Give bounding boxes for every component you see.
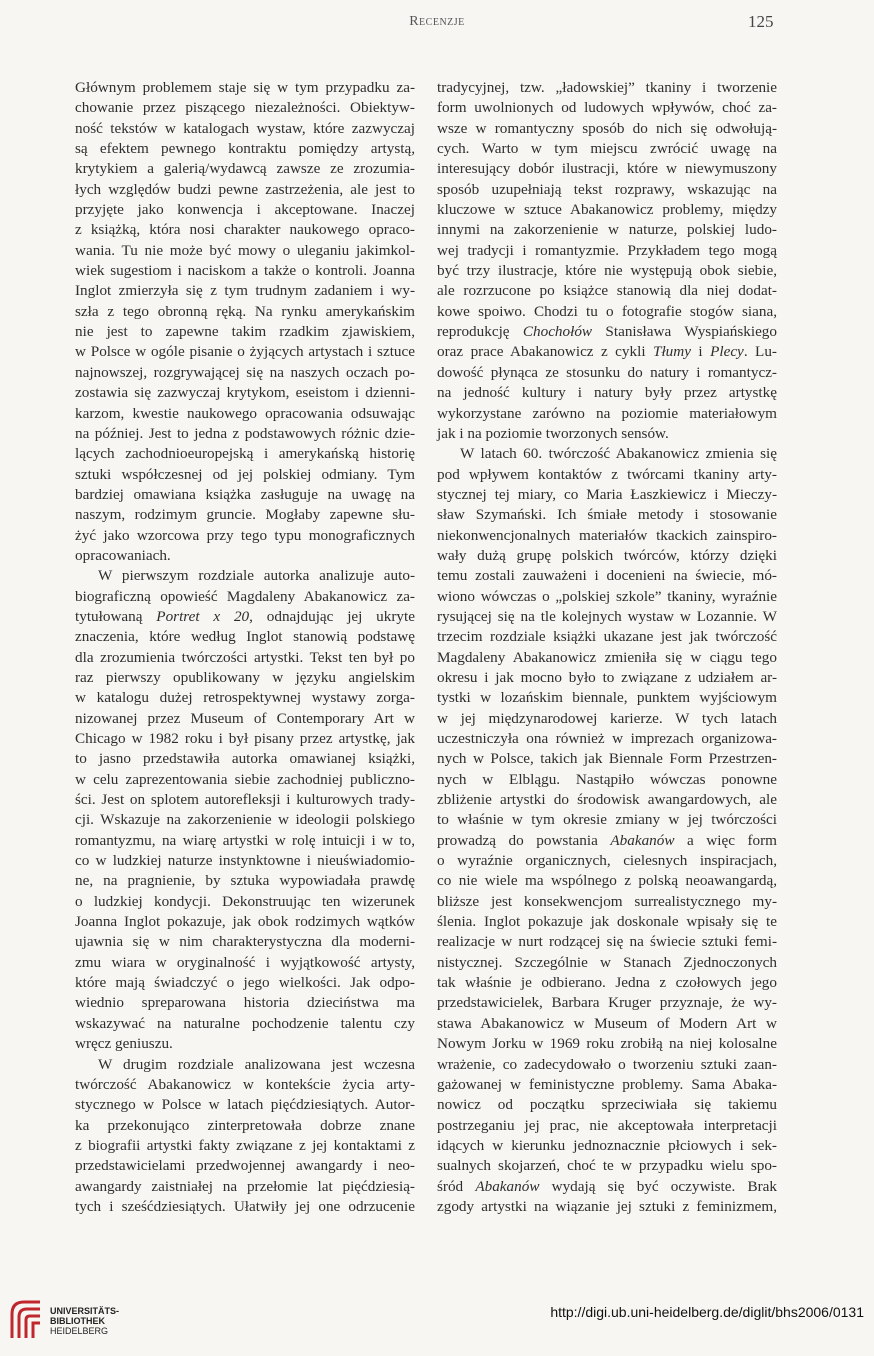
- text-line: prowadzą do powstania Abakanów a więc form: [437, 831, 777, 849]
- text-line: wsze w romantyczny sposób do nich się odwołują-: [437, 119, 777, 137]
- source-url-link[interactable]: http://digi.ub.uni-heidelberg.de/diglit/bhs2006/0131: [550, 1304, 864, 1320]
- text-line: bliższe jest konsekwencjom surrealistycznego my-: [437, 892, 777, 910]
- text-line: W pierwszym rozdziale autorka analizuje auto-: [98, 567, 415, 585]
- text-line: reprodukcję Chochołów Stanisława Wyspiańskiego: [437, 323, 777, 341]
- text-line: uczestniczyła ona również w imprezach organizowa-: [437, 730, 777, 747]
- text-line: raz pierwszy opublikowany w języku angielskim: [75, 668, 415, 686]
- text-line: zbliżenie artystki do środowisk awangardowych, ale: [437, 791, 777, 809]
- text-line: stycznej tej miary, co Maria Łaszkiewicz i Mieczy-: [437, 485, 777, 503]
- text-line: wrażenie, co zadecydowało o tworzeniu sztuki zaan-: [437, 1055, 777, 1073]
- text-line: wania. Tu nie może być mowy o uleganiu jakimkol-: [75, 241, 415, 259]
- text-line: ność tekstów w katalogach wystaw, które zazwyczaj: [75, 119, 415, 137]
- text-line: dla zrozumienia twórczości artystki. Tekst ten był po: [75, 648, 415, 666]
- page-number: 125: [748, 12, 774, 31]
- text-line: łych względów budzi pewne zastrzeżenia, ale jest to: [75, 180, 415, 198]
- text-line: sław Szymański. Ich śmiałe metody i stosowanie: [437, 506, 777, 524]
- text-line: nych w Elblągu. Nastąpiło wówczas ponowne: [437, 770, 777, 788]
- library-logo-text: [50, 1306, 119, 1336]
- text-line: interesujący dobór ilustracji, które w niewymuszony: [437, 160, 777, 178]
- text-line: w Polsce w ogóle pisanie o żyjących artystach i sztuce: [75, 343, 415, 361]
- text-line: nistycznej. Szczególnie w Stanach Zjednoczonych: [437, 953, 777, 971]
- text-line: o ludzkiej kondycji. Dekonstruując ten wizerunek: [75, 892, 415, 910]
- text-line: opracowaniach.: [75, 546, 171, 564]
- text-line: W latach 60. twórczość Abakanowicz zmienia się: [460, 445, 777, 463]
- text-line: w katalogu dużej retrospektywnej wystawy zorga-: [75, 689, 415, 707]
- text-line: krytykiem a galerią/wydawcą zawsze ze zrozumia-: [75, 160, 415, 178]
- text-line: w jej międzynarodowej karierze. W tych latach: [437, 709, 777, 727]
- text-line: cji. Wskazuje na zakorzenienie w ideologii polskiego: [75, 811, 415, 829]
- text-line: oraz prace Abakanowicz z cykli Tłumy i Plecy. Lu-: [437, 343, 777, 361]
- digitization-footer: [0, 1290, 874, 1356]
- text-line: naszym, rodzimym gruncie. Mogłaby zapewne słu-: [75, 506, 415, 524]
- text-line: wskazywać na naturalne pochodzenie talentu czy: [75, 1014, 415, 1032]
- text-line: najnowszej, rozgrywającej się na naszych oczach po-: [75, 363, 415, 381]
- text-line: to właśnie w tym okresie zmiany w jej twórczości: [437, 811, 777, 829]
- text-line: być trzy ilustracje, które nie występują obok siebie,: [437, 262, 777, 280]
- text-line: sposób uzupełniają tekst rozprawy, wskazując na: [437, 180, 777, 198]
- text-line: stycznego w Polsce w latach pięćdziesiątych. Autor-: [75, 1096, 415, 1114]
- logo-line-3: HEIDELBERG: [50, 1326, 109, 1336]
- text-line: Nowym Jorku w 1969 roku zrobiłą na niej kolosalne: [437, 1035, 777, 1053]
- text-line: o wyraźnie organicznych, cielesnych inspiracjach,: [437, 852, 777, 870]
- text-line: wały dużą grupę polskich twórców, którzy dzięki: [437, 546, 777, 564]
- text-line: wiek sugestiom i naciskom a także o kontroli. Joanna: [75, 262, 415, 280]
- text-line: śród Abakanów wydają się być oczywiste. Brak: [437, 1177, 778, 1195]
- logo-line-1: UNIVERSITÄTS-: [50, 1306, 120, 1316]
- text-line: z książką, która nosi charakter naukowego opraco-: [75, 221, 415, 239]
- text-line: tystki w lozańskim biennale, punktem wyjściowym: [437, 689, 777, 707]
- text-line: w celu zaprezentowania siebie zachodniej publiczno-: [75, 770, 415, 788]
- text-line: lących zachodnioeuropejską i amerykańską historię: [75, 445, 415, 463]
- text-line: Inglot zmierzyła się z tym trudnym zadaniem i wy-: [75, 282, 415, 300]
- text-line: niekonwencjonalnych materiałów tkackich zainspiro-: [437, 526, 777, 544]
- text-line: zmu wiara w oryginalność i wyjątkowość artysty,: [75, 953, 415, 971]
- text-line: chowanie przez piszącego niezależności. Obiektyw-: [75, 99, 415, 117]
- text-line: kowe spoiwo. Chodzi tu o fotografie stogów siana,: [437, 302, 777, 320]
- text-line: ale rozrzucone po książce stanowią dla niej dodat-: [437, 282, 777, 300]
- text-line: zostawia się zazwyczaj krytykom, eseistom i dzienni-: [75, 384, 415, 402]
- text-line: na jedność kultury i natury były przez artystkę: [437, 384, 777, 402]
- text-line: ujawnia się w nim charakterystyczna dla moderni-: [75, 933, 415, 951]
- text-line: postrzeganiu jej prac, nie akceptowała interpretacji: [437, 1116, 777, 1134]
- text-line: nych w Polsce, takich jak Biennale Form Przestrzen-: [437, 750, 777, 768]
- text-line: tytułowaną Portret x 20, odnajdując jej ukryte: [75, 607, 415, 625]
- text-line: przyjęte jako konwencja i akceptowane. Inaczej: [75, 201, 415, 219]
- text-line: Joanna Inglot pokazuje, jak obok rodzimych wątków: [75, 913, 415, 931]
- text-line: Chicago w 1982 roku i był pisany przez artystkę, jak: [75, 730, 415, 747]
- text-line: W drugim rozdziale analizowana jest wczesna: [98, 1055, 415, 1073]
- text-line: żyć jako wzorcowa przy tego typu monograficznych: [75, 526, 415, 544]
- left-text-column: [75, 78, 415, 1217]
- logo-line-2: BIBLIOTHEK: [50, 1316, 105, 1326]
- text-line: idących w kierunku jednoznacznie płciowych i sek-: [437, 1136, 777, 1154]
- text-line: co nie wiele ma wspólnego z polską neoawangardą,: [437, 872, 777, 890]
- text-line: co w ludzkiej naturze instynktowne i nieuświadomio-: [75, 852, 415, 870]
- text-line: rysującej się na tle kolejnych wystaw w Lozannie. W: [437, 607, 777, 625]
- text-line: szła z tego obronną ręką. Na rynku amerykańskim: [75, 302, 415, 320]
- text-line: ślenia. Inglot pokazuje jak doskonale wpisały się te: [437, 913, 777, 931]
- text-line: zgody artystki na wiązanie jej sztuki z feminizmem,: [437, 1197, 777, 1215]
- text-line: jak i na poziomie tworzonych sensów.: [437, 424, 669, 442]
- right-text-column: [437, 78, 777, 1217]
- text-line: są efektem pewnego kontraktu pomiędzy artystą,: [75, 140, 415, 158]
- text-line: tradycyjnej, tzw. „ładowskiej” tkaniny i tworzenie: [437, 79, 777, 96]
- text-line: awangardy zaistniałej na przełomie lat pięćdziesią-: [75, 1177, 415, 1195]
- text-line: form uwolnionych od ludowych wpływów, choć za-: [437, 99, 777, 117]
- text-line: cych. Warto w tym miejscu zwrócić uwagę na: [437, 140, 777, 158]
- text-line: okresu i jak mocno było to związane z udziałem ar-: [437, 668, 777, 686]
- text-line: realizacje w nurt rodzącej się na świecie sztuki femi-: [437, 933, 777, 951]
- text-line: dowość płynąca ze stosunku do natury i romantycz-: [437, 363, 777, 381]
- text-line: stawa Abakanowicz w Museum of Modern Art w: [437, 1014, 777, 1032]
- text-line: wiono wówczas o „polskiej szkole” tkaniny, wyraźnie: [437, 587, 777, 605]
- text-line: nowicz od początku sprzeciwiała się takiemu: [437, 1096, 777, 1114]
- text-line: tak właśnie je odbierano. Jedna z czołowych jego: [437, 974, 777, 992]
- library-logo-icon: [10, 1300, 46, 1340]
- text-line: przedstawicielek, Barbara Kruger przyznaje, że wy-: [437, 994, 777, 1012]
- text-line: wej tradycji i romantyzmie. Przykładem tego mogą: [437, 241, 777, 259]
- text-line: tych i sześćdziesiątych. Ułatwiły jej one odrzucenie: [75, 1197, 415, 1215]
- text-line: znaczenia, które według Inglot stanowią podstawę: [75, 628, 415, 646]
- text-line: twórczość Abakanowicz w kontekście życia arty-: [75, 1075, 415, 1093]
- text-line: karzom, kwestie naukowego opracowania odsuwając: [75, 404, 415, 422]
- text-line: temu zostali zauważeni i docenieni na świecie, mó-: [437, 567, 777, 585]
- text-line: wykorzystane zarówno na poziomie materiałowym: [437, 404, 777, 422]
- text-line: ne, na pragnienie, by sztuka wypowiadała prawdę: [75, 872, 415, 890]
- text-line: ści. Jest on splotem autorefleksji i kulturowych trady-: [75, 791, 415, 809]
- text-line: Głównym problemem staje się w tym przypadku za-: [75, 79, 415, 96]
- text-line: Magdaleny Abakanowicz zmieniła się w ciągu tego: [437, 648, 777, 666]
- text-line: biograficzną opowieść Magdaleny Abakanowicz za-: [75, 587, 415, 605]
- text-line: innymi na zakorzenienie w naturze, polskiej ludo-: [437, 221, 777, 239]
- text-line: wiednio spreparowana historia dzieciństwa ma: [75, 994, 415, 1012]
- text-line: gażowanej w feministyczne problemy. Sama Abaka-: [437, 1075, 777, 1093]
- text-line: to jasno przedstawiła autorka omawianej książki,: [75, 750, 415, 768]
- text-line: przedstawicielami przedwojennej awangardy i neo-: [75, 1157, 415, 1175]
- text-line: sualnych skojarzeń, choć te w przypadku wielu spo-: [437, 1157, 777, 1175]
- text-line: sztuki współczesnej od jej polskiej odmiany. Tym: [75, 465, 415, 483]
- running-header: Recenzje: [409, 14, 465, 29]
- text-line: romantyzmu, na wiarę artystki w rolę intuicji i w to,: [75, 831, 415, 849]
- text-line: na później. Jest to jedna z podstawowych różnic dzie-: [75, 424, 415, 442]
- text-line: pod wpływem kontaktów z twórcami tkaniny arty-: [437, 465, 777, 483]
- text-line: które mają świadczyć o jego wielkości. Jak odpo-: [75, 974, 415, 992]
- text-line: z biografii artystki fakty związane z jej kontaktami z: [75, 1136, 415, 1154]
- text-line: trzecim rozdziale książki ukazane jest jak twórczość: [437, 628, 777, 646]
- text-line: kluczowe w sztuce Abakanowicz problemy, między: [437, 201, 777, 219]
- text-line: bardziej omawiana książka zasługuje na uwagę na: [75, 485, 415, 503]
- text-line: ka przekonująco zinterpretowała dobrze znane: [75, 1116, 415, 1134]
- text-line: nizowanej przez Museum of Contemporary Art w: [75, 709, 415, 727]
- text-line: nie jest to zapewne takim rzadkim zjawiskiem,: [75, 323, 415, 341]
- text-line: wręcz geniuszu.: [75, 1035, 173, 1053]
